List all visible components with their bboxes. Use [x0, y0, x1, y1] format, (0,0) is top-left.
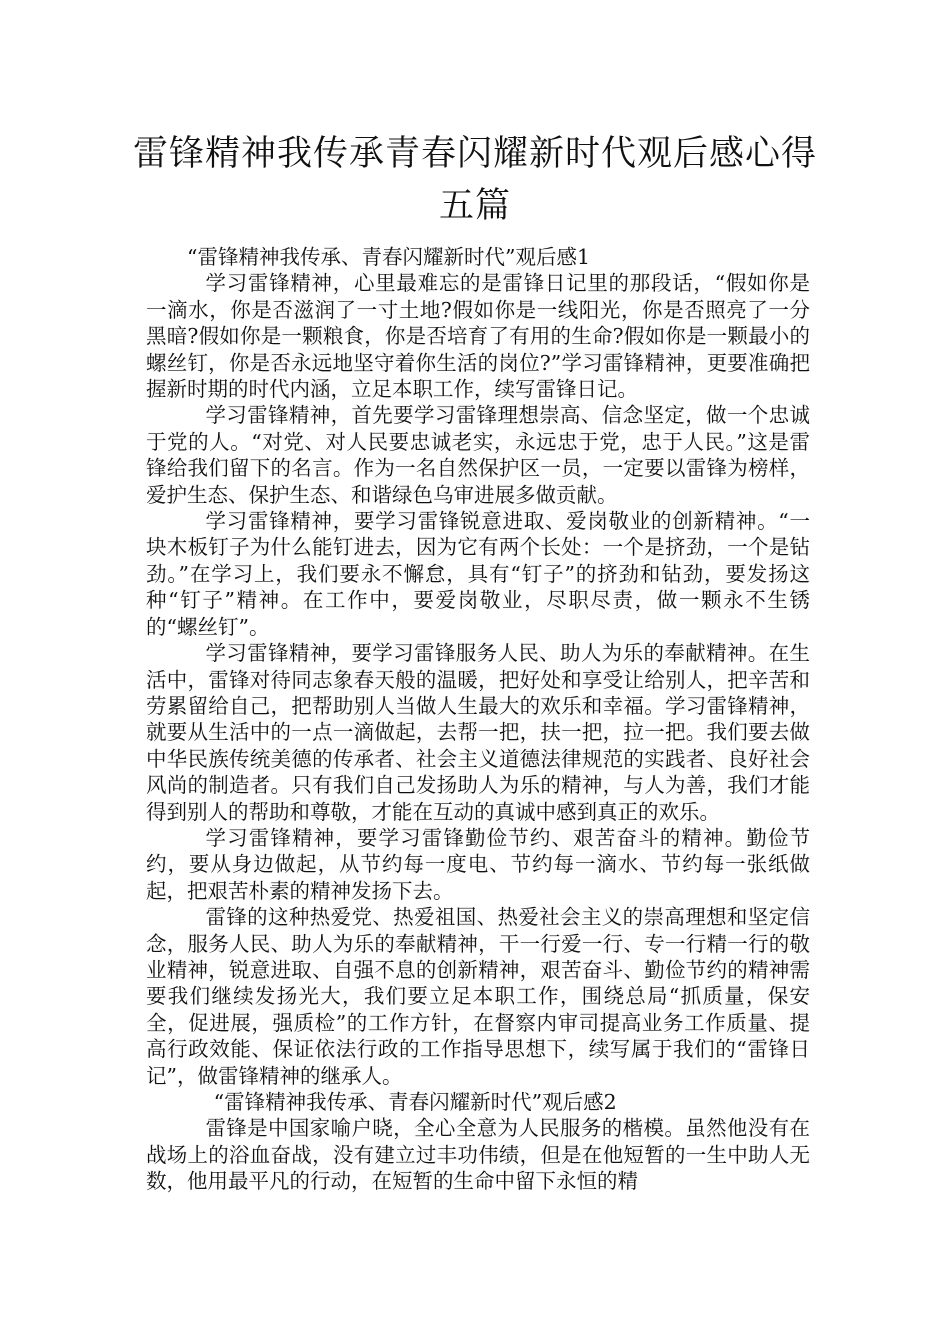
paragraph: 学习雷锋精神，要学习雷锋服务人民、助人为乐的奉献精神。在生活中，雷锋对待同志象春天般的温暖，把好处和享受让给别人，把辛苦和劳累留给自己，把帮助别人当做人生最大的欢乐和幸福。学习雷锋精神，就要从生活中的一点一滴做起，去帮一把，扶一把，拉一把。我们要去做中华民族传统美德的传承者、社会主义道德法律规范的实践者、良好社会风尚的制造者。只有我们自己发扬助人为乐的精神，与人为善，我们才能得到别人的帮助和尊敬，才能在互动的真诚中感到真正的欢乐。 [146, 641, 810, 824]
paragraph: 雷锋的这种热爱党、热爱祖国、热爱社会主义的崇高理想和坚定信念，服务人民、助人为乐的奉献精神，干一行爱一行、专一行精一行的敬业精神，锐意进取、自强不息的创新精神，艰苦奋斗、勤俭节约的精神需要我们继续发扬光大，我们要立足本职工作，围绕总局“抓质量，保安全，促进展，强质检”的工作方针，在督察内审司提高业务工作质量、提高行政效能、保证依法行政的工作指导思想下，续写属于我们的“雷锋日记”，做雷锋精神的继承人。 [146, 905, 810, 1088]
document-title: 雷锋精神我传承青春闪耀新时代观后感心得五篇 [132, 134, 817, 226]
section-heading-1: “雷锋精神我传承、青春闪耀新时代”观后感1 [187, 245, 591, 269]
paragraph: 学习雷锋精神，要学习雷锋锐意进取、爱岗敬业的创新精神。“一块木板钉子为什么能钉进去，因为它有两个长处：一个是挤劲，一个是钻劲。”在学习上，我们要永不懈怠，具有“钉子”的挤劲和钻劲，要发扬这种“钉子”精神。在工作中，要爱岗敬业，尽职尽责，做一颗永不生锈的“螺丝钉”。 [146, 509, 810, 639]
paragraph: 学习雷锋精神，首先要学习雷锋理想崇高、信念坚定，做一个忠诚于党的人。“对党、对人民要忠诚老实，永远忠于党，忠于人民。”这是雷锋给我们留下的名言。作为一名自然保护区一员，一定要以雷锋为榜样，爱护生态、保护生态、和谐绿色乌审进展多做贡献。 [146, 403, 810, 507]
paragraph: 学习雷锋精神，心里最难忘的是雷锋日记里的那段话，“假如你是一滴水，你是否滋润了一寸土地?假如你是一线阳光，你是否照亮了一分黑暗?假如你是一颗粮食，你是否培育了有用的生命?假如你是一颗最小的螺丝钉，你是否永远地坚守着你生活的岗位?”学习雷锋精神，更要准确把握新时期的时代内涵，立足本职工作，续写雷锋日记。 [146, 271, 810, 402]
document-body [146, 244, 810, 1195]
section-heading-2: “雷锋精神我传承、青春闪耀新时代”观后感2 [213, 1090, 617, 1114]
paragraph: 雷锋是中国家喻户晓，全心全意为人民服务的楷模。虽然他没有在战场上的浴血奋战，没有建立过丰功伟绩，但是在他短暂的一生中助人无数，他用最平凡的行动，在短暂的生命中留下永恒的精 [146, 1116, 810, 1194]
paragraph: 学习雷锋精神，要学习雷锋勤俭节约、艰苦奋斗的精神。勤俭节约，要从身边做起，从节约每一度电、节约每一滴水、节约每一张纸做起，把艰苦朴素的精神发扬下去。 [146, 825, 810, 903]
